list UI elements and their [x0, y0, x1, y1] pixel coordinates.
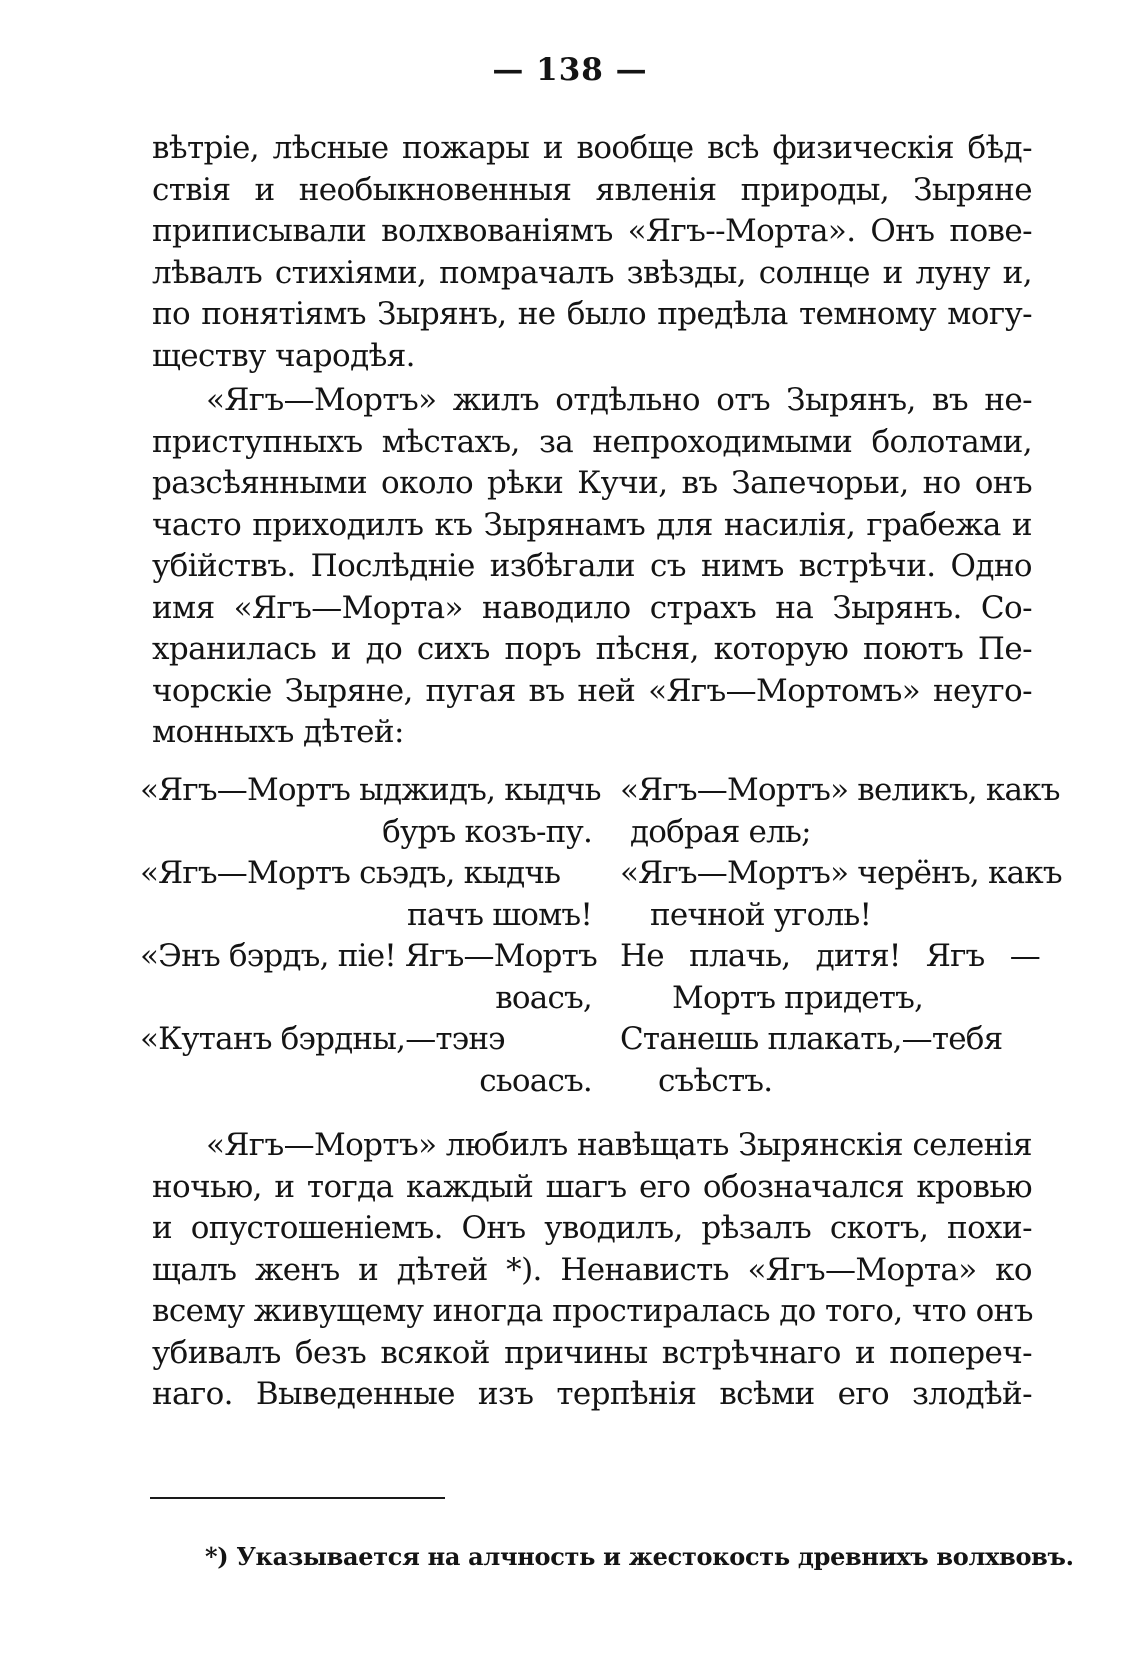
footnote: *) Указывается на алчность и жестокость древнихъ волхвовъ.	[205, 1542, 1074, 1571]
text-line: убійствъ. Послѣдніе избѣгали съ нимъ встрѣчи. Одно	[152, 548, 1032, 584]
song-line: сьоасъ.	[479, 1062, 592, 1099]
song-line: пачъ шомъ!	[407, 896, 592, 933]
song-russian-column	[620, 770, 1060, 853]
song-russian-column	[620, 1019, 1040, 1102]
text-line: ночью, и тогда каждый шагъ его обозначался кровью	[152, 1168, 1032, 1205]
song-zyrian-column	[140, 936, 610, 1019]
text-line: всему живущему иногда простиралась до того, что онъ	[152, 1293, 1033, 1329]
text-line: наго. Выведенные изъ терпѣнія всѣми его злодѣй-	[152, 1376, 1032, 1412]
song-russian-column	[620, 936, 1040, 1019]
text-line: убивалъ безъ всякой причины встрѣчнаго и попереч-	[152, 1334, 1032, 1371]
paragraph-3	[152, 1125, 1032, 1416]
song-line: Мортъ придетъ,	[672, 979, 924, 1016]
song-zyrian-column	[140, 1019, 610, 1102]
text-line: «Ягъ—Мортъ» жилъ отдѣльно отъ Зырянъ, въ не-	[206, 382, 1032, 418]
text-line: лѣвалъ стихіями, помрачалъ звѣзды, солнце и луну и,	[152, 254, 1032, 291]
text-line: хранилась и до сихъ поръ пѣсня, которую поютъ Пе-	[152, 631, 1032, 667]
song-stanza	[140, 770, 1060, 853]
text-line: вѣтріе, лѣсные пожары и вообще всѣ физическія бѣд-	[152, 130, 1032, 166]
song-russian-column	[620, 853, 1062, 936]
text-line: разсѣянными около рѣки Кучи, въ Запечорьи, но онъ	[152, 465, 1032, 501]
song-line: буръ козъ-пу.	[382, 813, 592, 850]
text-line: по понятіямъ Зырянъ, не было предѣла темному могу-	[152, 296, 1032, 332]
text-line: имя «Ягъ—Морта» наводило страхъ на Зырянъ. Со-	[152, 589, 1032, 626]
song-line: «Ягъ—Мортъ» черёнъ, какъ	[620, 855, 1062, 891]
song-line: «Кутанъ бэрдны,—тэнэ	[140, 1021, 505, 1057]
text-line: и опустошеніемъ. Онъ уводилъ, рѣзалъ скотъ, похи-	[152, 1210, 1032, 1246]
text-line: чорскіе Зыряне, пугая въ ней «Ягъ—Мортомъ» неуго-	[152, 672, 1032, 709]
text-line: монныхъ дѣтей:	[152, 714, 404, 750]
footnote-divider	[150, 1497, 445, 1499]
song-verses	[140, 770, 1062, 1102]
text-line: ществу чародѣя.	[152, 337, 415, 374]
song-line: «Ягъ—Мортъ ыджидъ, кыдчь	[140, 772, 601, 808]
song-line: «Энъ бэрдъ, піе! Ягъ—Мортъ	[140, 938, 597, 974]
song-line: воасъ,	[495, 979, 592, 1016]
song-line: «Ягъ—Мортъ» великъ, какъ	[620, 772, 1060, 808]
song-line: «Ягъ—Мортъ сьэдъ, кыдчь	[140, 855, 561, 891]
paragraph-2	[152, 380, 1032, 754]
text-line: часто приходилъ къ Зырянамъ для насилія, грабежа и	[152, 506, 1032, 543]
song-line: Не плачь, дитя! Ягъ —	[620, 938, 1040, 974]
song-line: печной уголь!	[650, 896, 872, 933]
song-stanza	[140, 853, 1062, 936]
song-zyrian-column	[140, 853, 610, 936]
song-line: добрая ель;	[630, 813, 811, 850]
song-stanza	[140, 1019, 1040, 1102]
text-line: приступныхъ мѣстахъ, за непроходимыми болотами,	[152, 423, 1032, 460]
text-line: ствія и необыкновенныя явленія природы, Зыряне	[152, 171, 1032, 208]
text-line: «Ягъ—Мортъ» любилъ навѣщать Зырянскія селенія	[206, 1127, 1032, 1163]
song-line: Станешь плакать,—тебя	[620, 1021, 1003, 1057]
paragraph-1	[152, 128, 1032, 377]
song-stanza	[140, 936, 1040, 1019]
song-zyrian-column	[140, 770, 610, 853]
page-number: — 138 —	[492, 52, 648, 88]
song-line: съѣстъ.	[658, 1062, 773, 1099]
text-line: приписывали волхвованіямъ «Ягъ--Морта». Онъ пове-	[152, 213, 1032, 249]
text-line: щалъ женъ и дѣтей *). Ненависть «Ягъ—Морта» ко	[152, 1251, 1032, 1288]
